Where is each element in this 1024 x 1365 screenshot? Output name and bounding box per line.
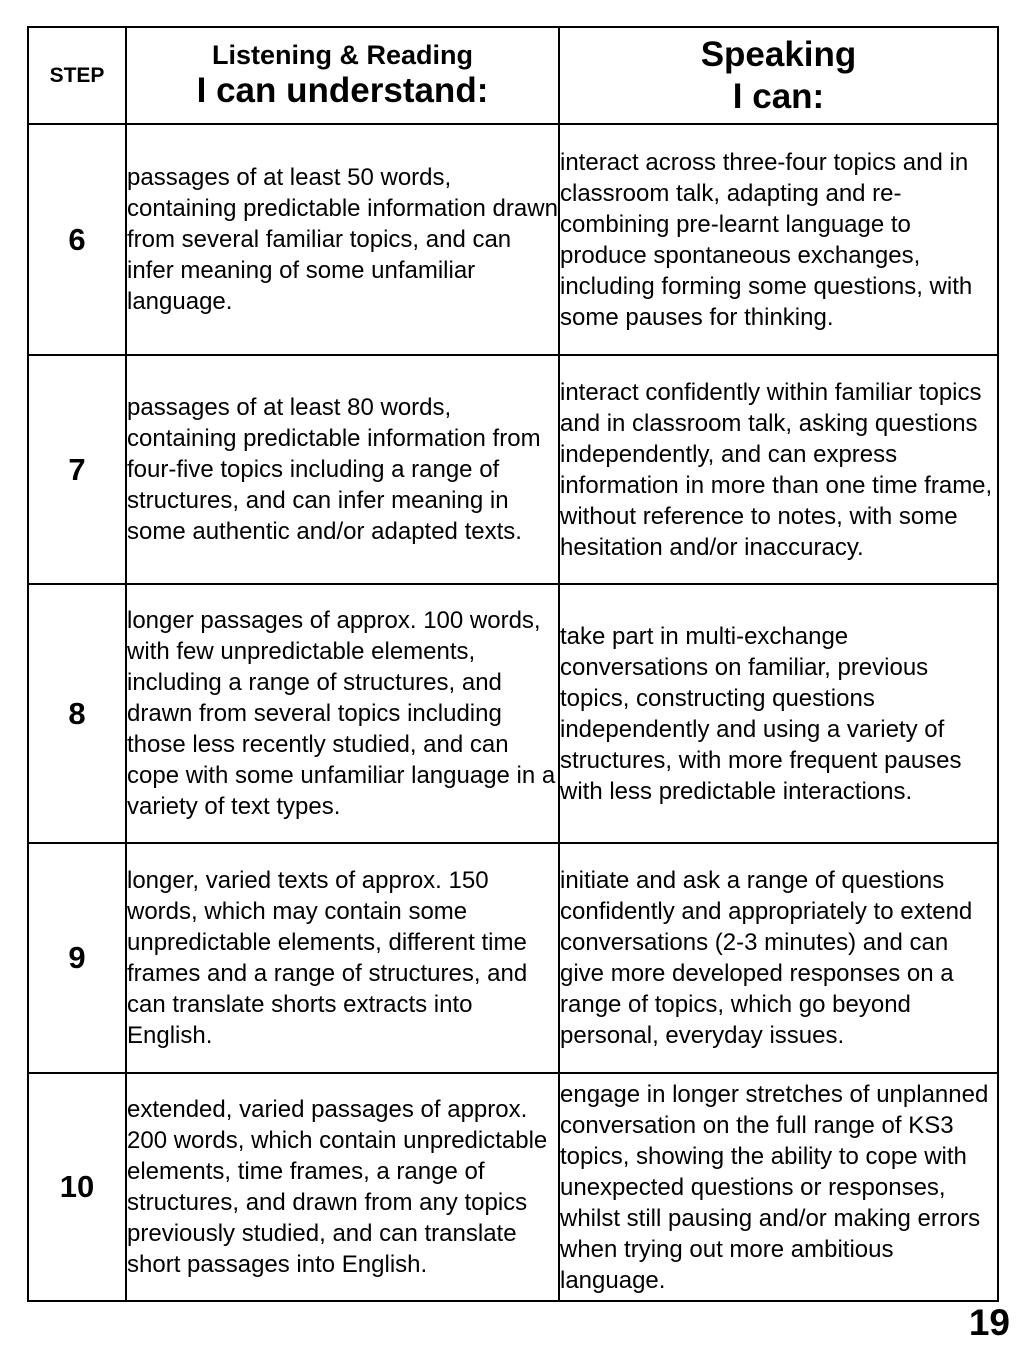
- listening-reading-descriptor: longer, varied texts of approx. 150 words, which may contain some unpredictable elements, different time frames and a range of structures, and can translate shorts extracts into English.: [126, 843, 559, 1073]
- listening-reading-subheading: Listening & Reading: [211, 39, 473, 70]
- listening-reading-heading: I can understand:: [196, 70, 489, 110]
- step-number: 10: [28, 1073, 126, 1301]
- table-row: [28, 843, 998, 1073]
- listening-reading-descriptor: longer passages of approx. 100 words, with few unpredictable elements, including a range of structures, and drawn from several topics including those less recently studied, and can cope with some unfamiliar language in a variety of text types.: [126, 584, 559, 843]
- listening-reading-column-header: [126, 27, 559, 124]
- listening-reading-descriptor: passages of at least 80 words, containing predictable information from four-five topics including a range of structures, and can infer meaning in some authentic and/or adapted texts.: [126, 355, 559, 584]
- speaking-descriptor: initiate and ask a range of questions confidently and appropriately to extend conversations (2-3 minutes) and can give more developed responses on a range of topics, which go beyond personal, everyday issues.: [559, 843, 998, 1073]
- speaking-descriptor: interact across three-four topics and in classroom talk, adapting and re-combining pre-learnt language to produce spontaneous exchanges, including forming some questions, with some pauses for thinking.: [559, 124, 998, 355]
- table-row: [28, 124, 998, 355]
- speaking-column-header: [559, 27, 998, 124]
- speaking-descriptor: engage in longer stretches of unplanned conversation on the full range of KS3 topics, showing the ability to cope with unexpected questions or responses, whilst still pausing and/or making errors when trying out more ambitious language.: [559, 1073, 998, 1301]
- listening-reading-descriptor: passages of at least 50 words, containing predictable information drawn from several familiar topics, and can infer meaning of some unfamiliar language.: [126, 124, 559, 355]
- table-row: [28, 355, 998, 584]
- speaking-descriptor: interact confidently within familiar topics and in classroom talk, asking questions independently, and can express information in more than one time frame, without reference to notes, with some hesitation and/or inaccuracy.: [559, 355, 998, 584]
- speaking-subheading: I can:: [732, 76, 825, 116]
- step-column-header: STEP: [28, 27, 126, 124]
- table-row: [28, 1073, 998, 1301]
- step-number: 7: [28, 355, 126, 584]
- page-number: 19: [968, 1302, 1010, 1343]
- table-header-row: [28, 27, 998, 124]
- listening-reading-descriptor: extended, varied passages of approx. 200 words, which contain unpredictable elements, time frames, a range of structures, and drawn from any topics previously studied, and can translate short passages into English.: [126, 1073, 559, 1301]
- step-number: 9: [28, 843, 126, 1073]
- speaking-heading: Speaking: [700, 34, 857, 74]
- speaking-descriptor: take part in multi-exchange conversations on familiar, previous topics, constructing questions independently and using a variety of structures, with more frequent pauses with less predictable interactions.: [559, 584, 998, 843]
- step-number: 8: [28, 584, 126, 843]
- table-row: [28, 584, 998, 843]
- progression-table: [27, 26, 999, 1302]
- step-number: 6: [28, 124, 126, 355]
